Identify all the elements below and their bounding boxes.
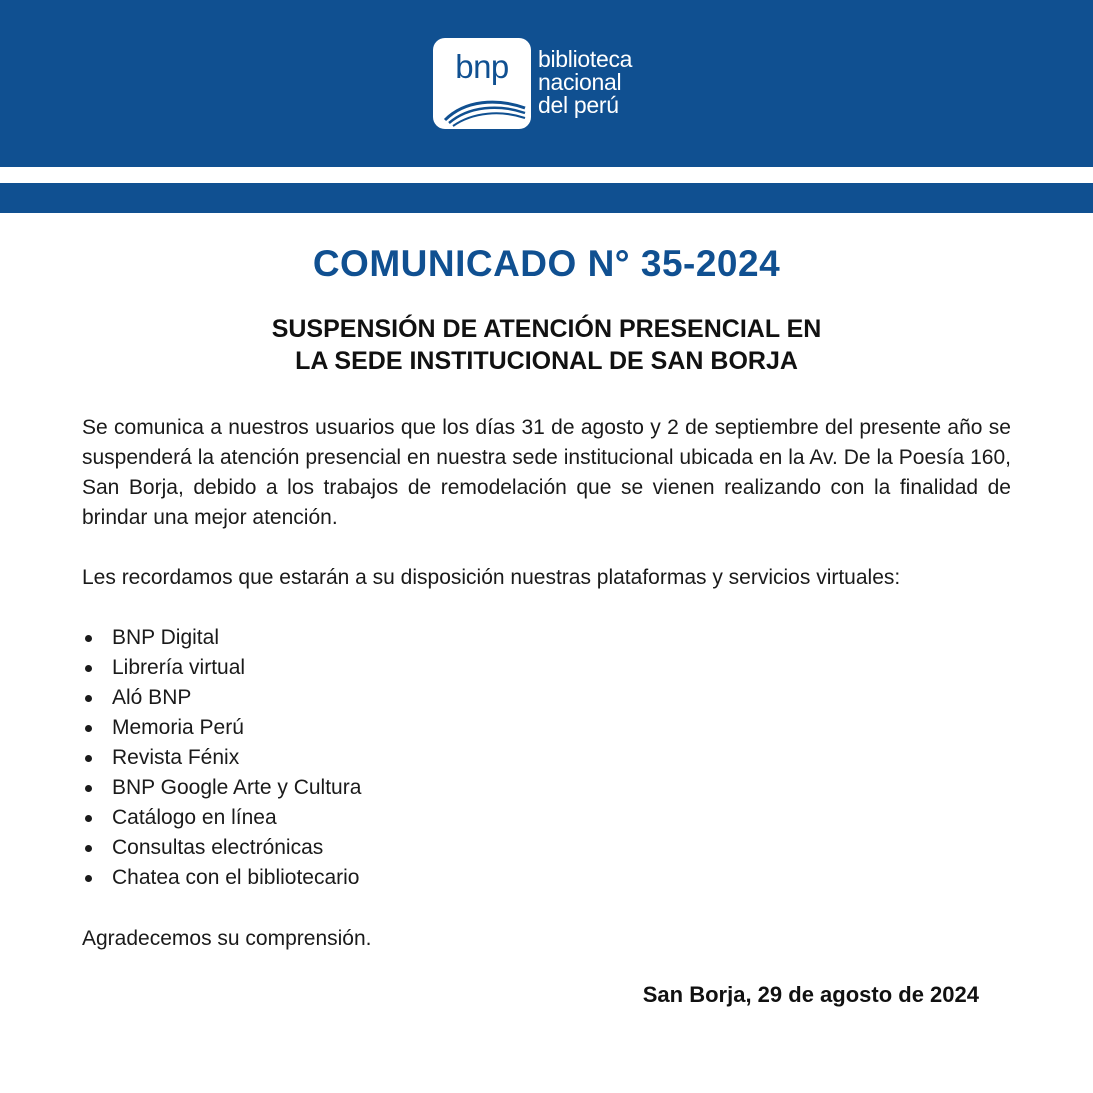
bullet-icon bbox=[85, 665, 92, 672]
reminder-paragraph: Les recordamos que estarán a su disposición nuestras plataformas y servicios virtuales: bbox=[82, 566, 901, 589]
list-item: BNP Digital bbox=[82, 623, 361, 653]
logo-line-3: del perú bbox=[538, 92, 619, 118]
bullet-icon bbox=[85, 725, 92, 732]
list-item: Aló BNP bbox=[82, 683, 361, 713]
logo-line-1: biblioteca bbox=[538, 46, 633, 72]
list-item: Revista Fénix bbox=[82, 743, 361, 773]
bullet-icon bbox=[85, 755, 92, 762]
book-waves-icon bbox=[433, 38, 531, 129]
logo-badge bbox=[433, 38, 531, 129]
bnp-logo bbox=[433, 38, 632, 130]
list-item: Catálogo en línea bbox=[82, 803, 361, 833]
bullet-icon bbox=[85, 785, 92, 792]
bullet-icon bbox=[85, 875, 92, 882]
bullet-icon bbox=[85, 815, 92, 822]
services-list bbox=[82, 623, 361, 893]
header-stripe bbox=[0, 183, 1093, 213]
announcement-paragraph: Se comunica a nuestros usuarios que los días 31 de agosto y 2 de septiembre del presente año se suspenderá la atención presencial en nuestra sede institucional ubicada en la Av. De la Poesía 160, San Borja, debido a los trabajos de remodelación que se vienen realizando con la finalidad de brindar una mejor atención. bbox=[82, 416, 1011, 529]
list-item: Memoria Perú bbox=[82, 713, 361, 743]
list-item: Chatea con el bibliotecario bbox=[82, 863, 361, 893]
bullet-icon bbox=[85, 695, 92, 702]
list-item: Consultas electrónicas bbox=[82, 833, 361, 863]
bullet-icon bbox=[85, 635, 92, 642]
bullet-icon bbox=[85, 845, 92, 852]
document-title: COMUNICADO N° 35-2024 bbox=[312, 243, 781, 284]
logo-wordmark bbox=[538, 48, 632, 117]
subtitle-line-2: LA SEDE INSTITUCIONAL DE SAN BORJA bbox=[295, 347, 798, 375]
place-and-date: San Borja, 29 de agosto de 2024 bbox=[642, 982, 979, 1007]
subtitle-line-1: SUSPENSIÓN DE ATENCIÓN PRESENCIAL EN bbox=[271, 315, 822, 343]
logo-line-2: nacional bbox=[538, 69, 622, 95]
logo-abbreviation: bnp bbox=[455, 48, 509, 85]
thanks-text: Agradecemos su comprensión. bbox=[82, 927, 372, 950]
list-item: Librería virtual bbox=[82, 653, 361, 683]
document-subtitle bbox=[0, 313, 1093, 377]
list-item: BNP Google Arte y Cultura bbox=[82, 773, 361, 803]
